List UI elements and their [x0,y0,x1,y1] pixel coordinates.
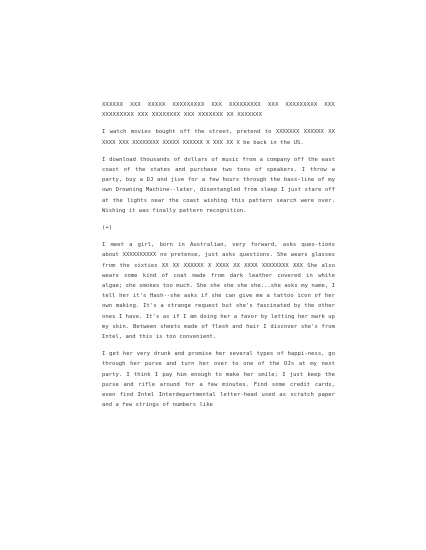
paragraph-meets-girl: I meet a girl, born in Australian, very forward, asks ques-tions about XXXXXXXXXX no pretense, just asks questions. She wears glasses from the sixties XX XX XXXXXX X XXXX XX XXXX XXXXXXXX XXX She also wears some kind of coat made from dark leather covered in white algae; she smokes too much. She she she she she...she asks my name, I tell her it's Hash--she asks if she can give me a tattoo icon of her own making. It's a strange request but she's fascinated by the other ones I have. It's as if I am doing her a favor by letting her mark up my skin. Between sheets made of flesh and hair I discover she's from Intel, and this is too convenient. [102,242,339,341]
paragraph-purse: I get her very drunk and promise her several types of happi-ness, go through her purse and turn her over to one of the DJs at my next party. I think I pay him enough to make her smile; I just keep the purse and rifle around for a few minutes. Find some credit cards, even find Intel Interdepartmental letter-head used as scratch paper and a few strings of numbers like [102,351,339,409]
redacted-heading: XXXXXX XXX XXXXX XXXXXXXXX XXX XXXXXXXXX XXX XXXXXXXXX XXX XXXXXXXXX XXX XXXXXXXX XXX XXXXXXX XX XXXXXXX [102,102,339,119]
document-body [102,100,339,410]
paragraph-music-party: I download thousands of dollars of music from a company off the east coast of the states and purchase two tons of speakers. I throw a party, buy a DJ and jive for a few hours through the bass-line of my own Drowning Machine--later, disentangled from sleep I just stare off at the lights near the coast wishing this pattern search were over. Wishing it was finally pattern recognition. [102,156,339,214]
section-break-marker: (+) [102,225,113,232]
paragraph-movies: I watch movies bought off the street, pretend to XXXXXXX XXXXXX XX XXXX XXX XXXXXXXX XXXXX XXXXXX X XXX XX X be back in the US. [102,129,339,146]
